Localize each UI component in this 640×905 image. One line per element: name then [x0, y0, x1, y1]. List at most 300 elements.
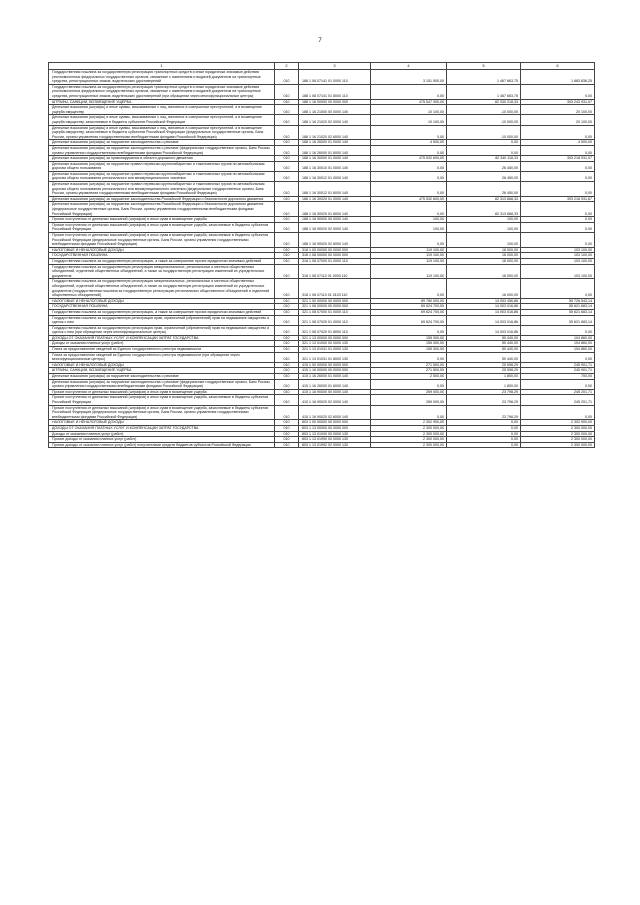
row-budget-code: 321 1 08 07000 01 0000 110 [299, 309, 371, 315]
row-name: НАЛОГОВЫЕ И НЕНАЛОГОВЫЕ ДОХОДЫ [49, 420, 275, 426]
row-unexecuted-amount: 4 500,00 [521, 140, 595, 146]
row-budget-code: 415 1 16 26000 01 6000 140 [299, 379, 371, 389]
row-line-code: 010 [275, 352, 299, 362]
row-line-code: 010 [275, 145, 299, 155]
row-executed-amount: 0,00 [447, 425, 521, 431]
row-line-code: 010 [275, 247, 299, 253]
row-budget-code: 321 1 13 01031 01 8000 130 [299, 352, 371, 362]
row-executed-amount: 82 330 218,33 [447, 99, 521, 105]
row-budget-code: 188 1 08 07141 01 0000 110 [299, 70, 371, 85]
row-executed-amount: 0,00 [447, 437, 521, 443]
row-approved-amount: 119 100,00 [371, 247, 447, 253]
row-budget-code: 188 1 16 21000 00 0000 140 [299, 105, 371, 115]
row-executed-amount: 1 467 663,75 [447, 84, 521, 99]
row-budget-code: 188 1 16 30010 01 0000 140 [299, 161, 371, 171]
row-budget-code: 318 1 00 00000 00 0000 000 [299, 247, 371, 253]
row-line-code: 010 [275, 374, 299, 380]
row-unexecuted-amount: 0,00 [521, 352, 595, 362]
row-name: Доходы от оказания платных услуг (работ) [49, 431, 275, 437]
report-table [48, 62, 595, 448]
row-name: Денежные взыскания (штрафы) и иные суммы, взыскиваемые с лиц, виновных в совершении преступлений, и в возмещение ущерба имуществу [49, 105, 275, 115]
table-header-row [49, 63, 595, 70]
row-approved-amount: 2 500,00 [371, 374, 447, 380]
row-budget-code: 321 1 08 00000 00 0000 000 [299, 304, 371, 310]
row-line-code: 010 [275, 222, 299, 232]
row-budget-code: 415 1 00 00000 00 0000 000 [299, 362, 371, 368]
table-row [49, 374, 595, 380]
row-unexecuted-amount: 103 100,00 [521, 253, 595, 259]
row-name: Прочие поступления от денежных взысканий (штрафов) и иных сумм в возмещение ущерба, зачисляемые в бюджеты субъектов Российской Федерации (федеральные государственные органы, Банк России, органы управления государственными внебюджетными фондами Российской Федерации) [49, 405, 275, 420]
row-unexecuted-amount: 2 300 000,00 [521, 437, 595, 443]
row-name: Денежные взыскания (штрафы) за нарушение законодательства о рекламе [49, 374, 275, 380]
row-unexecuted-amount: 103 100,00 [521, 247, 595, 253]
row-name: Государственная пошлина за государственную регистрацию межрегиональных, региональных и местных общественных объединений, отделений общественных объединений, а также за государственную регистрацию изменений их учредительных документов (государственная пошлина за государственную регистрацию региональных общественных объединений и отделений общественных объединений) [49, 279, 275, 298]
row-budget-code: 415 1 16 90020 02 6000 140 [299, 405, 371, 420]
row-budget-code: 188 1 16 90020 02 0000 140 [299, 222, 371, 232]
row-executed-amount: 50 440,00 [447, 352, 521, 362]
table-row [49, 442, 595, 448]
row-unexecuted-amount: 55 621 683,14 [521, 304, 595, 310]
row-unexecuted-amount: 245 201,71 [521, 389, 595, 395]
row-name: Государственная пошлина за государственную регистрацию, а также за совершение прочих юридически значимых действий [49, 309, 275, 315]
row-executed-amount: 16 000,00 [447, 279, 521, 298]
row-line-code: 010 [275, 442, 299, 448]
row-line-code: 010 [275, 264, 299, 279]
table-row [49, 217, 595, 223]
table-row [49, 196, 595, 202]
column-header: 3 [299, 63, 371, 70]
column-header: 5 [447, 63, 521, 70]
row-name: Денежные взыскания (штрафы) за нарушение правил перевозки крупногабаритных и тяжеловесных грузов по автомобильным дорогам общего пользования регионального или межмуниципального значения (федеральные государственные органы, Банк России, органы управления государственными внебюджетными фондами Российской Федерации) [49, 182, 275, 197]
row-approved-amount: 2 300 000,00 [371, 431, 447, 437]
row-approved-amount: 100,00 [371, 222, 447, 232]
row-approved-amount: 475 532 600,00 [371, 196, 447, 202]
table-row [49, 425, 595, 431]
row-executed-amount: 82 313 668,33 [447, 202, 521, 217]
row-line-code: 010 [275, 431, 299, 437]
row-line-code: 010 [275, 379, 299, 389]
row-line-code: 010 [275, 395, 299, 405]
row-line-code: 010 [275, 217, 299, 223]
row-unexecuted-amount: 0,00 [521, 233, 595, 248]
row-name: Денежные взыскания (штрафы) за нарушение законодательства Российской Федерации о безопасности дорожного движения (федеральные государственные органы, Банк России, органы управления государственными внебюджетными фондами Российской Федерации) [49, 202, 275, 217]
row-executed-amount: 16 000,00 [447, 264, 521, 279]
row-unexecuted-amount: 20 100,00 [521, 115, 595, 125]
row-executed-amount: 16 000,00 [447, 253, 521, 259]
row-line-code: 010 [275, 156, 299, 162]
row-budget-code: 321 1 13 01000 00 0000 130 [299, 341, 371, 347]
row-line-code: 010 [275, 105, 299, 115]
row-unexecuted-amount: 104 860,00 [521, 335, 595, 341]
table-row [49, 309, 595, 315]
row-line-code: 010 [275, 233, 299, 248]
row-name: Денежные взыскания (штрафы) и иные суммы, взыскиваемые с лиц, виновных в совершении преступлений, и в возмещение ущерба имуществу, зачисляемые в бюджеты субъектов Российской Федерации (федеральные государственные органы, Банк России, органы управления государственными внебюджетными фондами Российской Федерации) [49, 125, 275, 140]
row-approved-amount: 0,00 [371, 379, 447, 389]
row-name: НАЛОГОВЫЕ И НЕНАЛОГОВЫЕ ДОХОДЫ [49, 247, 275, 253]
row-line-code: 010 [275, 253, 299, 259]
row-executed-amount: 14 003 016,86 [447, 304, 521, 310]
row-budget-code: 188 1 16 30000 01 0000 140 [299, 156, 371, 162]
row-executed-amount: 23 798,29 [447, 395, 521, 405]
column-header: 4 [371, 63, 447, 70]
row-line-code: 010 [275, 125, 299, 140]
table-row [49, 347, 595, 353]
table-row [49, 352, 595, 362]
table-row [49, 70, 595, 85]
row-budget-code: 188 1 16 21020 02 6000 140 [299, 125, 371, 140]
row-budget-code: 188 1 08 07141 01 8000 110 [299, 84, 371, 99]
table-row [49, 182, 595, 197]
row-line-code: 010 [275, 315, 299, 325]
row-budget-code: 803 1 13 01000 00 0000 130 [299, 431, 371, 437]
row-line-code: 010 [275, 368, 299, 374]
row-budget-code: 803 1 13 01992 02 0000 130 [299, 442, 371, 448]
row-budget-code: 321 1 00 00000 00 0000 000 [299, 298, 371, 304]
row-unexecuted-amount: 104 860,00 [521, 347, 595, 353]
row-approved-amount: 4 500,00 [371, 140, 447, 146]
table-row [49, 405, 595, 420]
row-name: Государственная пошлина за государственную регистрацию прав, ограничений (обременений) прав на недвижимое имущество и сделок с ним (при обращении через многофункциональные центры) [49, 325, 275, 335]
row-budget-code: 321 1 13 01031 01 0000 130 [299, 347, 371, 353]
row-name: Денежные взыскания (штрафы) за нарушение правил перевозки крупногабаритных и тяжеловесных грузов по автомобильным дорогам общего пользования регионального или межмуниципального значения [49, 171, 275, 181]
row-unexecuted-amount: 0,00 [521, 379, 595, 389]
row-unexecuted-amount: 55 726 543,14 [521, 298, 595, 304]
row-line-code: 010 [275, 304, 299, 310]
row-line-code: 010 [275, 341, 299, 347]
row-line-code: 010 [275, 335, 299, 341]
row-unexecuted-amount: 0,00 [521, 222, 595, 232]
row-executed-amount: -10 000,00 [447, 105, 521, 115]
row-executed-amount: 14 053 456,86 [447, 298, 521, 304]
row-executed-amount: 16 000,00 [447, 258, 521, 264]
row-executed-amount: 1 467 663,75 [447, 70, 521, 85]
row-budget-code: 318 1 08 00000 00 0000 000 [299, 253, 371, 259]
row-name: Государственная пошлина за государственную регистрацию транспортных средств и иные юридически значимые действия уполномоченных федеральных государственных органов, связанные с изменением и выдачей документов на транспортные средства, регистрационных знаков, водительских удостоверений [49, 70, 275, 85]
row-executed-amount: -10 000,00 [447, 115, 521, 125]
row-unexecuted-amount: 2 302 900,00 [521, 420, 595, 426]
table-row [49, 335, 595, 341]
table-row [49, 389, 595, 395]
row-approved-amount: 271 500,00 [371, 362, 447, 368]
row-unexecuted-amount: 55 621 683,14 [521, 309, 595, 315]
column-header: 2 [275, 63, 299, 70]
row-executed-amount: 82 313 668,33 [447, 196, 521, 202]
row-unexecuted-amount: 0,00 [521, 161, 595, 171]
row-approved-amount: 0,00 [371, 405, 447, 420]
table-row [49, 279, 595, 298]
column-header: 1 [49, 63, 275, 70]
row-name: Прочие доходы от оказания платных услуг (работ) [49, 437, 275, 443]
row-approved-amount: 10 100,00 [371, 115, 447, 125]
row-approved-amount: 119 100,00 [371, 264, 447, 279]
row-executed-amount: 25 598,29 [447, 362, 521, 368]
row-unexecuted-amount: 2 300 000,00 [521, 431, 595, 437]
row-executed-amount: 82 340 118,33 [447, 156, 521, 162]
row-name: ДОХОДЫ ОТ ОКАЗАНИЯ ПЛАТНЫХ УСЛУГ И КОМПЕНСАЦИИ ЗАТРАТ ГОСУДАРСТВА [49, 425, 275, 431]
row-budget-code: 318 1 08 07110 01 0103 110 [299, 279, 371, 298]
row-line-code: 010 [275, 420, 299, 426]
row-name: Государственная пошлина за государственную регистрацию транспортных средств и иные юридически значимые действия уполномоченных федеральных государственных органов, связанные с изменением и выдачей документов на транспортные средства, регистрационных знаков, водительских удостоверений (при обращении через многофункциональные центры) [49, 84, 275, 99]
row-unexecuted-amount: 393 218 931,07 [521, 156, 595, 162]
row-unexecuted-amount: 103 100,00 [521, 264, 595, 279]
row-executed-amount: 23 798,29 [447, 389, 521, 395]
row-budget-code: 188 1 16 30020 01 0000 140 [299, 196, 371, 202]
row-unexecuted-amount: 245 201,71 [521, 395, 595, 405]
row-executed-amount: 1 800,00 [447, 374, 521, 380]
row-name: Государственная пошлина за государственную регистрацию, а также за совершение прочих юридически значимых действий [49, 258, 275, 264]
row-executed-amount: 0,00 [447, 442, 521, 448]
table-row [49, 379, 595, 389]
row-unexecuted-amount: 393 218 931,67 [521, 196, 595, 202]
row-budget-code: 415 1 16 90000 00 0000 140 [299, 389, 371, 395]
row-unexecuted-amount: 245 901,71 [521, 368, 595, 374]
row-approved-amount: 119 100,00 [371, 253, 447, 259]
row-budget-code: 803 1 13 00000 00 0000 000 [299, 425, 371, 431]
row-name: Плата за предоставление сведений из Единого государственного реестра недвижимости (при обращении через многофункциональные центры) [49, 352, 275, 362]
row-name: ДОХОДЫ ОТ ОКАЗАНИЯ ПЛАТНЫХ УСЛУГ И КОМПЕНСАЦИИ ЗАТРАТ ГОСУДАРСТВА [49, 335, 275, 341]
table-row [49, 145, 595, 155]
row-approved-amount: 269 000,00 [371, 395, 447, 405]
row-line-code: 010 [275, 347, 299, 353]
row-approved-amount: 10 100,00 [371, 105, 447, 115]
row-approved-amount: 0,00 [371, 145, 447, 155]
table-row [49, 115, 595, 125]
row-line-code: 010 [275, 182, 299, 197]
row-unexecuted-amount: 2 300 000,00 [521, 442, 595, 448]
table-row [49, 125, 595, 140]
row-approved-amount: 0,00 [371, 84, 447, 99]
row-budget-code: 188 1 16 90020 02 6000 140 [299, 233, 371, 248]
row-approved-amount: 475 532 600,00 [371, 156, 447, 162]
row-budget-code: 188 1 16 30020 01 6000 140 [299, 202, 371, 217]
row-unexecuted-amount: 0,00 [521, 202, 595, 217]
row-executed-amount: 14 003 016,86 [447, 309, 521, 315]
row-approved-amount: 2 300 000,00 [371, 437, 447, 443]
row-name: НАЛОГОВЫЕ И НЕНАЛОГОВЫЕ ДОХОДЫ [49, 298, 275, 304]
row-unexecuted-amount: 103 100,00 [521, 258, 595, 264]
row-unexecuted-amount: 0,00 [521, 182, 595, 197]
row-budget-code: 318 1 08 07000 01 0000 110 [299, 258, 371, 264]
row-budget-code: 321 1 08 07020 01 0000 110 [299, 315, 371, 325]
table-row [49, 99, 595, 105]
table-row [49, 84, 595, 99]
row-unexecuted-amount: 0,00 [521, 217, 595, 223]
row-line-code: 010 [275, 362, 299, 368]
row-executed-amount: 50 440,00 [447, 341, 521, 347]
row-name: Денежные взыскания (штрафы) за нарушение законодательства о рекламе (федеральные государственные органы, Банк России, органы управления государственными внебюджетными фондами Российской Федерации) [49, 145, 275, 155]
row-unexecuted-amount: 2 300 000,00 [521, 425, 595, 431]
table-row [49, 437, 595, 443]
row-unexecuted-amount: 55 621 683,14 [521, 315, 595, 325]
row-approved-amount: 0,00 [371, 279, 447, 298]
table-row [49, 315, 595, 325]
row-unexecuted-amount: 0,00 [521, 325, 595, 335]
row-executed-amount: 50 440,00 [447, 347, 521, 353]
row-approved-amount: 0,00 [371, 325, 447, 335]
row-unexecuted-amount: 0,00 [521, 145, 595, 155]
row-line-code: 010 [275, 202, 299, 217]
row-approved-amount: 0,00 [371, 352, 447, 362]
row-line-code: 010 [275, 298, 299, 304]
table-row [49, 140, 595, 146]
row-executed-amount: 0,00 [447, 431, 521, 437]
row-line-code: 010 [275, 171, 299, 181]
row-executed-amount: 100,00 [447, 222, 521, 232]
row-line-code: 010 [275, 84, 299, 99]
table-row [49, 395, 595, 405]
row-budget-code: 803 1 00 00000 00 0000 000 [299, 420, 371, 426]
row-executed-amount: 50 440,00 [447, 335, 521, 341]
row-unexecuted-amount: 700,00 [521, 374, 595, 380]
row-name: НАЛОГОВЫЕ И НЕНАЛОГОВЫЕ ДОХОДЫ [49, 362, 275, 368]
table-row [49, 325, 595, 335]
row-approved-amount: 0,00 [371, 171, 447, 181]
row-budget-code: 415 1 16 00000 00 0000 000 [299, 368, 371, 374]
row-name: Государственная пошлина за государственную регистрацию межрегиональных, региональных и местных общественных объединений, отделений общественных объединений, а также за государственную регистрацию изменений их учредительных документов [49, 264, 275, 279]
row-executed-amount: 1 800,00 [447, 379, 521, 389]
row-line-code: 010 [275, 115, 299, 125]
row-name: ШТРАФЫ, САНКЦИИ, ВОЗМЕЩЕНИЕ УЩЕРБА [49, 368, 275, 374]
row-budget-code: 415 1 16 26000 01 0000 140 [299, 374, 371, 380]
row-unexecuted-amount: 0,00 [521, 405, 595, 420]
row-line-code: 010 [275, 389, 299, 395]
row-name: Денежные взыскания (штрафы) за нарушение законодательства о рекламе (федеральные государственные органы, Банк России, органы управления государственными внебюджетными фондами Российской Федерации) [49, 379, 275, 389]
row-unexecuted-amount: 0,00 [521, 171, 595, 181]
row-approved-amount: 271 500,00 [371, 368, 447, 374]
row-executed-amount: -10 000,00 [447, 125, 521, 140]
row-executed-amount: 0,00 [447, 140, 521, 146]
row-name: Денежные взыскания (штрафы) за правонарушения в области дорожного движения [49, 156, 275, 162]
row-unexecuted-amount: 104 860,00 [521, 341, 595, 347]
row-approved-amount: 155 300,00 [371, 347, 447, 353]
row-name: Прочие поступления от денежных взысканий (штрафов) и иных сумм в возмещение ущерба, зачисляемые в бюджеты субъектов Российской Федерации [49, 222, 275, 232]
row-name: Денежные взыскания (штрафы) за нарушение законодательства о рекламе [49, 140, 275, 146]
column-header: 6 [521, 63, 595, 70]
row-approved-amount: 2 300 000,00 [371, 425, 447, 431]
table-row [49, 202, 595, 217]
table-row [49, 105, 595, 115]
table-row [49, 171, 595, 181]
row-line-code: 010 [275, 437, 299, 443]
row-line-code: 010 [275, 425, 299, 431]
row-approved-amount: 69 624 700,00 [371, 304, 447, 310]
row-approved-amount: 269 000,00 [371, 389, 447, 395]
table-row [49, 161, 595, 171]
row-budget-code: 188 1 16 26000 01 0000 140 [299, 140, 371, 146]
row-approved-amount: 100,00 [371, 217, 447, 223]
row-name: Прочие поступления от денежных взысканий (штрафов) и иных сумм в возмещение ущерба, зачисляемые в бюджеты субъектов Российской Федерации [49, 395, 275, 405]
row-approved-amount: 155 300,00 [371, 341, 447, 347]
row-approved-amount: 2 302 900,00 [371, 420, 447, 426]
table-row [49, 233, 595, 248]
row-line-code: 010 [275, 99, 299, 105]
table-row [49, 156, 595, 162]
row-name: Денежные взыскания (штрафы) и иные суммы, взыскиваемые с лиц, виновных в совершении преступлений, и в возмещение ущерба имуществу, зачисляемые в бюджеты субъектов Российской Федерации [49, 115, 275, 125]
row-executed-amount: 26 450,00 [447, 182, 521, 197]
row-approved-amount: 0,00 [371, 233, 447, 248]
row-name: ШТРАФЫ, САНКЦИИ, ВОЗМЕЩЕНИЕ УЩЕРБА [49, 99, 275, 105]
row-executed-amount: 26 450,00 [447, 171, 521, 181]
row-approved-amount: 0,00 [371, 125, 447, 140]
row-line-code: 010 [275, 258, 299, 264]
row-name: ГОСУДАРСТВЕННАЯ ПОШЛИНА [49, 253, 275, 259]
row-budget-code: 321 1 13 00000 00 0000 000 [299, 335, 371, 341]
row-budget-code: 188 1 16 00000 00 0000 000 [299, 99, 371, 105]
row-line-code: 010 [275, 279, 299, 298]
row-approved-amount: 0,00 [371, 161, 447, 171]
row-budget-code: 188 1 16 30012 01 0000 140 [299, 171, 371, 181]
row-unexecuted-amount: 0,00 [521, 279, 595, 298]
row-executed-amount: 16 000,00 [447, 247, 521, 253]
row-budget-code: 188 1 16 90000 00 0000 140 [299, 217, 371, 223]
row-budget-code: 803 1 13 01990 00 0000 130 [299, 437, 371, 443]
row-executed-amount: 0,00 [447, 145, 521, 155]
row-name: Плата за предоставление сведений из Единого государственного реестра недвижимости [49, 347, 275, 353]
row-approved-amount: 69 624 700,00 [371, 309, 447, 315]
row-unexecuted-amount: 0,00 [521, 84, 595, 99]
row-unexecuted-amount: 245 901,71 [521, 362, 595, 368]
row-line-code: 010 [275, 140, 299, 146]
row-name: Прочие поступления от денежных взысканий (штрафов) и иных сумм в возмещение ущерба, зачисляемые в бюджеты субъектов Российской Федерации (федеральные государственные органы, Банк России, органы управления государственными внебюджетными фондами Российской Федерации) [49, 233, 275, 248]
row-approved-amount: 89 780 000,00 [371, 298, 447, 304]
row-executed-amount: 26 450,00 [447, 161, 521, 171]
row-name: Доходы от оказания платных услуг (работ) [49, 341, 275, 347]
row-approved-amount: 69 624 700,00 [371, 315, 447, 325]
table-row [49, 222, 595, 232]
row-budget-code: 188 1 16 21020 02 0000 140 [299, 115, 371, 125]
row-approved-amount: 0,00 [371, 202, 447, 217]
row-name: Денежные взыскания (штрафы) за нарушение правил перевозки крупногабаритных и тяжеловесных грузов по автомобильным дорогам общего пользования [49, 161, 275, 171]
row-budget-code: 188 1 16 30012 01 6000 140 [299, 182, 371, 197]
row-line-code: 010 [275, 309, 299, 315]
row-executed-amount: 14 003 016,86 [447, 325, 521, 335]
row-budget-code: 188 1 16 26000 01 6000 140 [299, 145, 371, 155]
row-approved-amount: 3 151 500,00 [371, 70, 447, 85]
row-unexecuted-amount: 0,00 [521, 125, 595, 140]
row-name: Прочие поступления от денежных взысканий (штрафов) и иных сумм в возмещение ущерба [49, 217, 275, 223]
row-approved-amount: 155 300,00 [371, 335, 447, 341]
row-unexecuted-amount: 393 243 931,07 [521, 99, 595, 105]
table-row [49, 258, 595, 264]
table-row [49, 368, 595, 374]
row-executed-amount: 23 798,29 [447, 405, 521, 420]
row-line-code: 010 [275, 70, 299, 85]
row-name: Государственная пошлина за государственную регистрацию прав, ограничений (обременений) прав на недвижимое имущество и сделок с ним [49, 315, 275, 325]
row-approved-amount: 0,00 [371, 182, 447, 197]
row-name: Прочие доходы от оказания платных услуг (работ) получателями средств бюджетов субъектов Российской Федерации [49, 442, 275, 448]
table-row [49, 264, 595, 279]
row-approved-amount: 119 100,00 [371, 258, 447, 264]
row-name: Денежные взыскания (штрафы) за нарушение законодательства Российской Федерации о безопасности дорожного движения [49, 196, 275, 202]
row-budget-code: 415 1 16 90020 02 0000 140 [299, 395, 371, 405]
row-budget-code: 318 1 08 07110 01 0000 110 [299, 264, 371, 279]
row-line-code: 010 [275, 325, 299, 335]
row-line-code: 010 [275, 161, 299, 171]
row-budget-code: 321 1 08 07020 01 8000 110 [299, 325, 371, 335]
row-unexecuted-amount: 20 100,00 [521, 105, 595, 115]
row-executed-amount: 100,00 [447, 217, 521, 223]
row-executed-amount: 14 003 016,86 [447, 315, 521, 325]
row-line-code: 010 [275, 405, 299, 420]
row-unexecuted-amount: 1 683 836,25 [521, 70, 595, 85]
row-executed-amount: 100,00 [447, 233, 521, 248]
row-executed-amount: 0,00 [447, 420, 521, 426]
row-line-code: 010 [275, 196, 299, 202]
row-name: Прочие поступления от денежных взысканий (штрафов) и иных сумм в возмещение ущерба [49, 389, 275, 395]
row-approved-amount: 475 547 300,00 [371, 99, 447, 105]
page-number: 7 [318, 38, 322, 44]
row-approved-amount: 2 300 000,00 [371, 442, 447, 448]
